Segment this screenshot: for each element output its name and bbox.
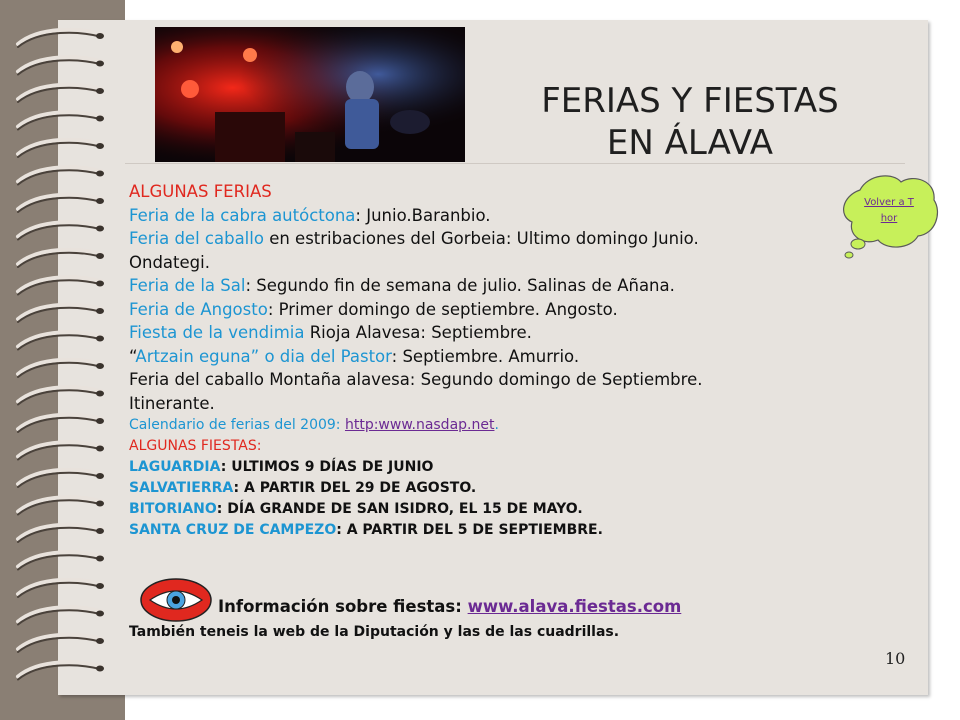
title-line-2: EN ÁLAVA [606,123,774,163]
fiesta-date: : DÍA GRANDE DE SAN ISIDRO, EL 15 DE MAYO. [216,501,583,517]
info-line [218,597,681,616]
feria-item [129,204,849,228]
fiesta-place: SALVATIERRA [129,480,234,496]
info-label: Información sobre fiestas: [218,597,468,616]
feria-name: Feria del caballo [129,229,264,248]
fiesta-item [129,457,849,478]
feria-name: Feria de Angosto [129,299,268,319]
feria-detail: : Segundo fin de semana de julio. Salinas de Añana. [245,276,675,295]
calendar-end: . [494,417,499,433]
fiesta-place: LAGUARDIA [129,459,221,475]
fiesta-date: : ULTIMOS 9 DÍAS DE JUNIO [220,459,434,475]
feria-item [129,274,849,298]
feria-item [129,345,849,369]
page-number: 10 [885,649,906,668]
feria-item [129,251,849,275]
slide-title [480,80,900,164]
ferias-heading: ALGUNAS FERIAS [129,182,272,201]
fiesta-date: : A PARTIR DEL 29 DE AGOSTO. [233,480,477,496]
fiesta-date: : A PARTIR DEL 5 DE SEPTIEMBRE. [336,522,603,538]
feria-item [129,392,849,416]
concert-photo [155,27,465,162]
eye-icon[interactable] [140,578,212,622]
feria-name: Feria de la cabra autóctona [129,205,356,225]
feria-detail: Rioja Alavesa: Septiembre. [304,323,532,342]
fiesta-item [129,499,849,520]
title-line-1: FERIAS Y FIESTAS [541,81,839,121]
alava-fiestas-link[interactable]: www.alava.fiestas.com [467,597,682,616]
feria-item [129,368,849,392]
diputacion-note: También teneis la web de la Diputación y las de las cuadrillas. [129,624,620,640]
feria-name: Feria de la Sal [129,276,246,295]
feria-item [129,321,849,345]
fiesta-item [129,478,849,499]
fiestas-list [129,457,849,541]
calendar-line [129,415,849,436]
spiral-binding [0,0,130,720]
back-to-thor-link[interactable]: Volver a Thor [864,197,914,224]
feria-item [129,227,849,251]
feria-item [129,298,849,322]
fiesta-place: SANTA CRUZ DE CAMPEZO [129,522,337,538]
nasdap-link[interactable]: http:www.nasdap.net [344,417,495,433]
title-divider [125,163,905,164]
feria-detail: en estribaciones del Gorbeia: Ultimo domingo Junio. [263,229,699,248]
feria-detail: : Septiembre. Amurrio. [391,346,580,366]
feria-detail: : Junio.Baranbio. [355,205,491,225]
ferias-list [129,204,849,416]
calendar-text: Calendario de ferias del 2009: [129,417,345,433]
feria-detail: Feria del caballo Montaña alavesa: Segundo domingo de Septiembre. [129,370,703,389]
fiesta-item [129,520,849,541]
feria-detail: : Primer domingo de septiembre. Angosto. [267,299,618,319]
fiesta-place: BITORIANO [129,501,217,517]
feria-detail: Ondategi. [129,252,210,272]
fiestas-heading: ALGUNAS FIESTAS: [129,438,262,454]
feria-quote: “ [129,346,136,366]
feria-detail: Itinerante. [129,393,215,413]
main-content [129,180,849,541]
feria-name: Artzain eguna” o dia del Pastor [135,346,392,366]
feria-name: Fiesta de la vendimia [129,323,305,342]
